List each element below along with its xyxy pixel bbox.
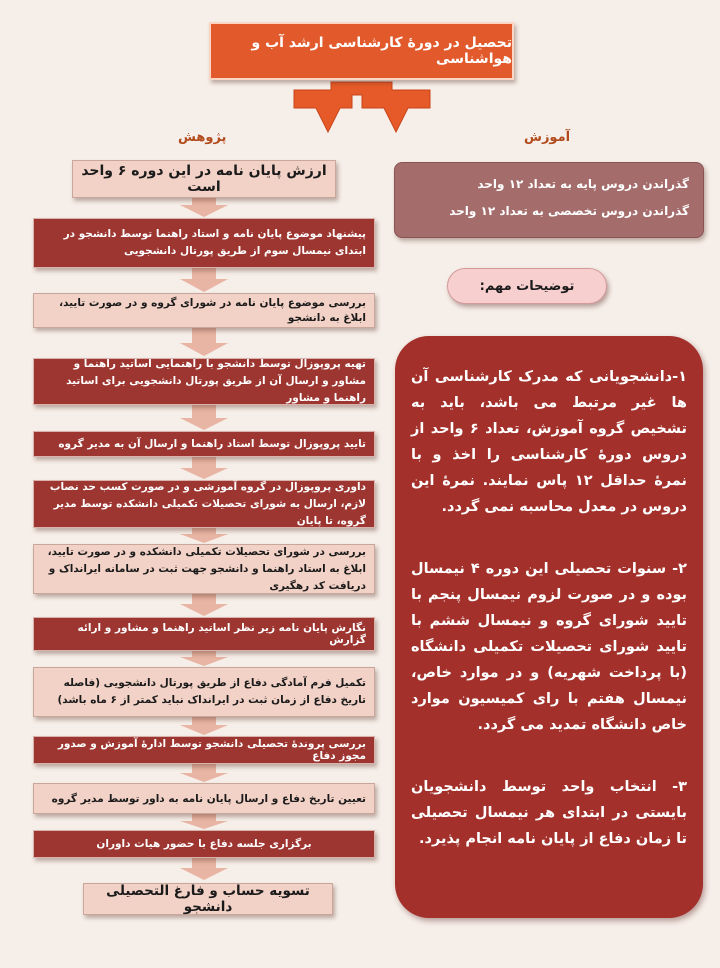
flow-step-6: داوری پروپوزال در گروه آموزشی و در صورت کسب حد نصاب لازم، ارسال به شورای تحصیلات تکمیلی دانشکده توسط مدیر گروه، تا پایان [33, 480, 375, 528]
flow-step-9: تکمیل فرم آمادگی دفاع از طریق پورتال دانشجویی (فاصله تاریخ دفاع از زمان ثبت در ایرانداک نباید کمتر از ۶ ماه باشد) [33, 667, 375, 717]
flow-step-2: پیشنهاد موضوع پایان نامه و استاد راهنما توسط دانشجو در ابتدای نیمسال سوم از طریق پورتال دانشجویی [33, 218, 375, 268]
flow-step-11: تعیین تاریخ دفاع و ارسال پایان نامه به داور توسط مدیر گروه [33, 783, 375, 814]
flow-step-12: برگزاری جلسه دفاع با حضور هیات داوران [33, 830, 375, 858]
note-2: ۲- سنوات تحصیلی این دوره ۴ نیمسال بوده و در صورت لزوم نیمسال پنجم با تایید شورای گروه و نیمسال ششم با تایید شورای تحصیلات تکمیلی دانشگاه (با پرداخت شهریه) و در موارد خاص، نیمسال هفتم با رای کمیسیون موارد خاص دانشگاه تمدید می گردد. [411, 561, 687, 733]
note-1: ۱-دانشجویانی که مدرک کارشناسی آن ها غیر مرتبط می باشد، باید به تشخیص گروه آموزش، تعداد ۶ واحد از دروس دورۀ کارشناسی را اخذ و با نمرۀ حداقل ۱۲ پاس نمایند. نمرۀ این دروس در معدل محاسبه نمی گردد. [411, 369, 688, 515]
flow-step-3: بررسی موضوع پایان نامه در شورای گروه و در صورت تایید، ابلاغ به دانشجو [33, 293, 375, 328]
flow-step-7: بررسی در شورای تحصیلات تکمیلی دانشکده و در صورت تایید، ابلاغ به استاد راهنما و دانشجو جهت ثبت در سامانه ایرانداک و دریافت کد رهگیری [33, 544, 375, 594]
flow-step-10: بررسی پروندۀ تحصیلی دانشجو توسط ادارۀ آموزش و صدور مجوز دفاع [33, 736, 375, 764]
education-line-1: گذراندن دروس پایه به تعداد ۱۲ واحد [477, 177, 689, 191]
research-heading: پژوهش [178, 130, 227, 145]
education-box [394, 162, 704, 238]
note-3: ۳- انتخاب واحد توسط دانشجویان بایستی در ابتدای هر نیمسال تحصیلی تا زمان دفاع از پایان نامه انجام پذیرد. [411, 779, 687, 847]
education-line-2: گذراندن دروس تخصصی به تعداد ۱۲ واحد [449, 204, 689, 218]
page-title: تحصیل در دورۀ کارشناسی ارشد آب و هواشناسی [209, 22, 514, 80]
flow-step-4: تهیه پروپوزال توسط دانشجو با راهنمایی اساتید راهنما و مشاور و ارسال آن از طریق پورتال دانشجویی برای اساتید راهنما و مشاور [33, 358, 375, 405]
notes-box [395, 336, 703, 918]
flow-step-5: تایید پروپوزال توسط استاد راهنما و ارسال آن به مدیر گروه [33, 431, 375, 457]
flow-step-8: نگارش پایان نامه زیر نظر اساتید راهنما و مشاور و ارائه گزارش [33, 617, 375, 651]
notes-label: توضیحات مهم: [447, 268, 607, 304]
flow-step-1: ارزش پایان نامه در این دوره ۶ واحد است [72, 160, 336, 198]
education-heading: آموزش [524, 130, 571, 145]
flow-step-13: تسویه حساب و فارغ التحصیلی دانشجو [83, 883, 333, 915]
split-arrow-icon [294, 82, 430, 132]
